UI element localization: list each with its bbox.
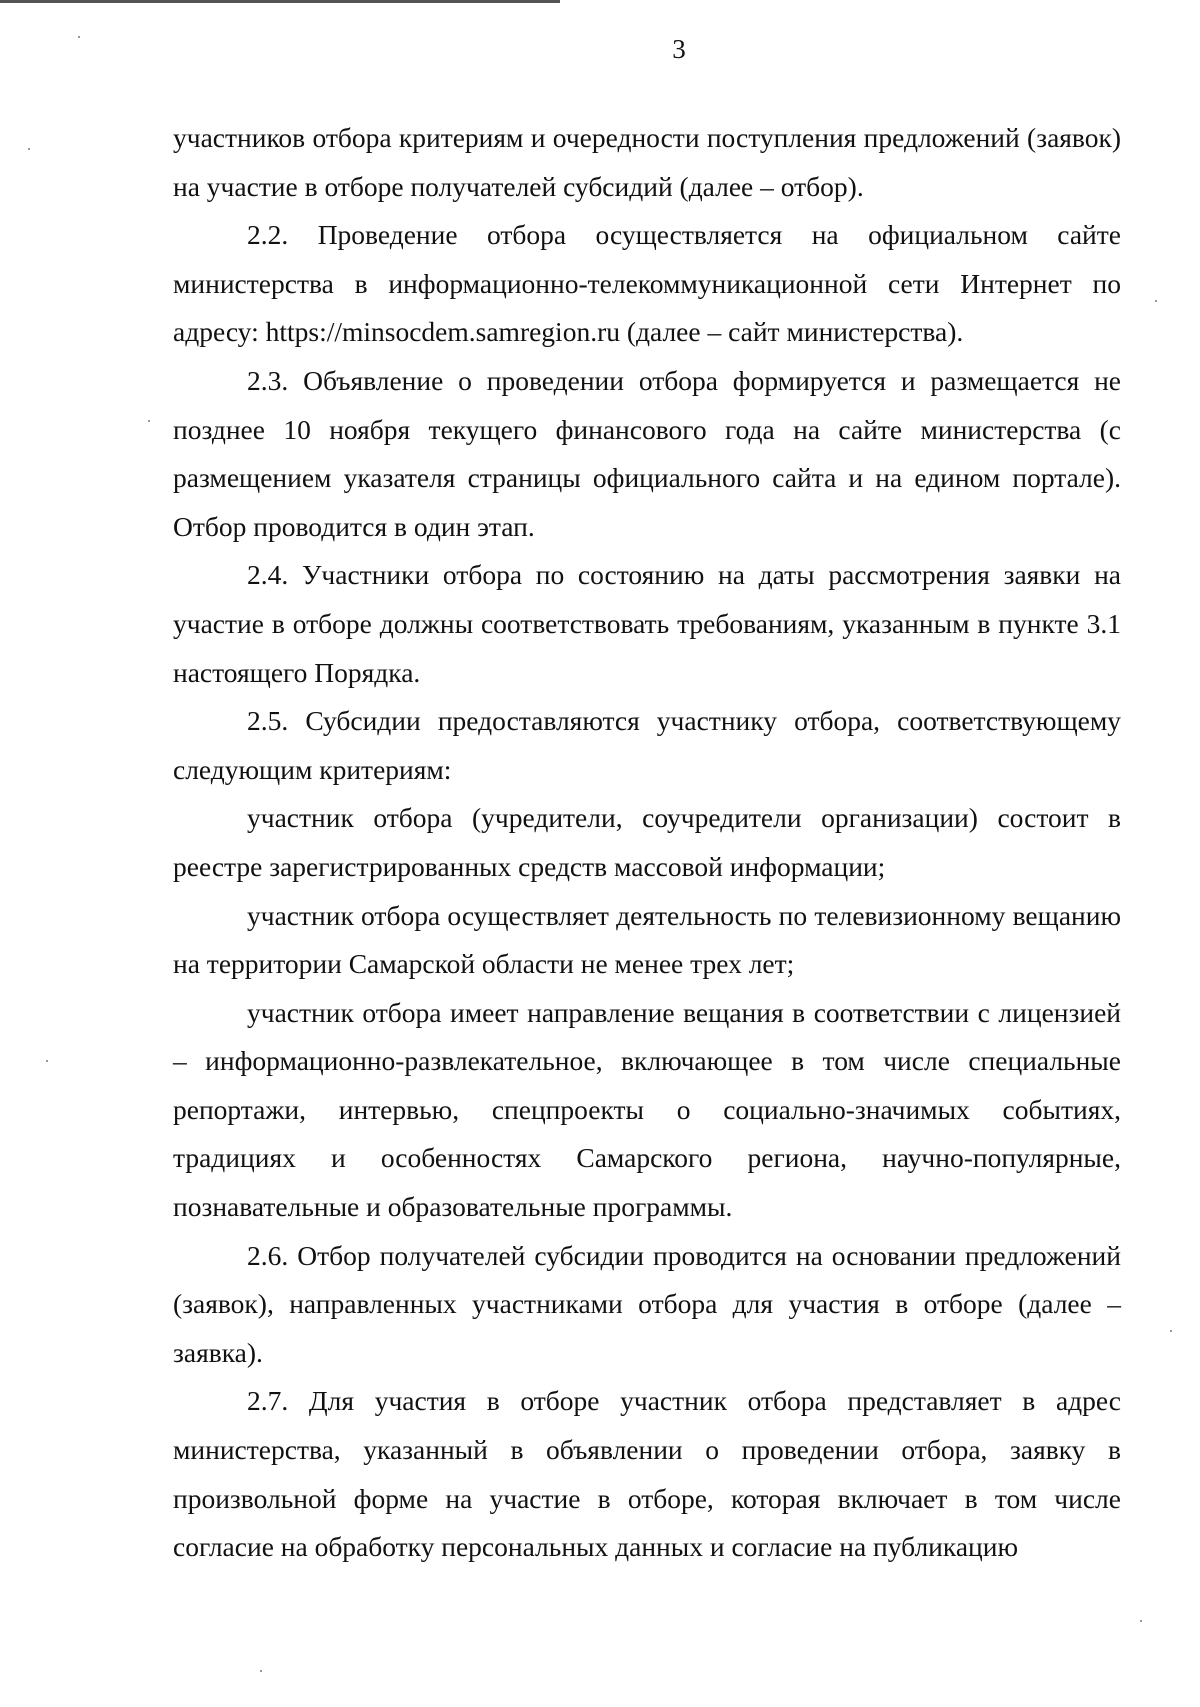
criterion-item-3: участник отбора имеет направление вещания в соответствии с лицензией – информационно-развлекательное, включающее в том числе специальные репортажи, интервью, спецпроекты о социально-значимых событиях, традициях и особенностях Самарского региона, научно-популярные, познавательные и образовательные программы. — [173, 996, 1121, 1223]
page-number: 3 — [672, 34, 686, 64]
scan-speck — [46, 1060, 48, 1062]
criterion-item-1: участник отбора (учредители, соучредители организации) состоит в реестре зарегистрированных средств массовой информации; — [173, 802, 1121, 882]
paragraph-2-7: 2.7. Для участия в отборе участник отбора представляет в адрес министерства, указанный в объявлении о проведении отбора, заявку в произвольной форме на участие в отборе, которая включает в том числе согласие на обработку персональных данных и согласие на публикацию — [173, 1385, 1121, 1563]
scan-speck — [1140, 1620, 1142, 1622]
paragraph-2-4: 2.4. Участники отбора по состоянию на даты рассмотрения заявки на участие в отборе должны соответствовать требованиям, указанным в пункте 3.1 настоящего Порядка. — [173, 559, 1121, 688]
document-body — [173, 114, 1121, 1572]
scan-speck — [28, 148, 30, 150]
paragraph-2-3: 2.3. Объявление о проведении отбора формируется и размещается не позднее 10 ноября текущего финансового года на сайте министерства (с размещением указателя страницы официального сайта и на едином портале). Отбор проводится в один этап. — [173, 364, 1121, 542]
paragraph-2-2: 2.2. Проведение отбора осуществляется на официальном сайте министерства в информационно-телекоммуникационной сети Интернет по адресу: https://minsocdem.samregion.ru (далее – сайт министерства). — [173, 219, 1121, 348]
scan-edge-line — [0, 0, 560, 3]
scan-speck — [78, 36, 80, 38]
scan-speck — [148, 420, 150, 422]
scan-speck — [260, 1670, 262, 1672]
scan-speck — [1155, 300, 1157, 302]
paragraph-continuation: участников отбора критериям и очередности поступления предложений (заявок) на участие в отборе получателей субсидий (далее – отбор). — [173, 122, 1121, 202]
paragraph-2-5: 2.5. Субсидии предоставляются участнику отбора, соответствующему следующим критериям: — [173, 705, 1121, 785]
scan-speck — [1170, 1330, 1172, 1332]
paragraph-2-6: 2.6. Отбор получателей субсидии проводится на основании предложений (заявок), направленных участниками отбора для участия в отборе (далее – заявка). — [173, 1239, 1121, 1368]
criterion-item-2: участник отбора осуществляет деятельность по телевизионному вещанию на территории Самарской области не менее трех лет; — [173, 899, 1121, 980]
